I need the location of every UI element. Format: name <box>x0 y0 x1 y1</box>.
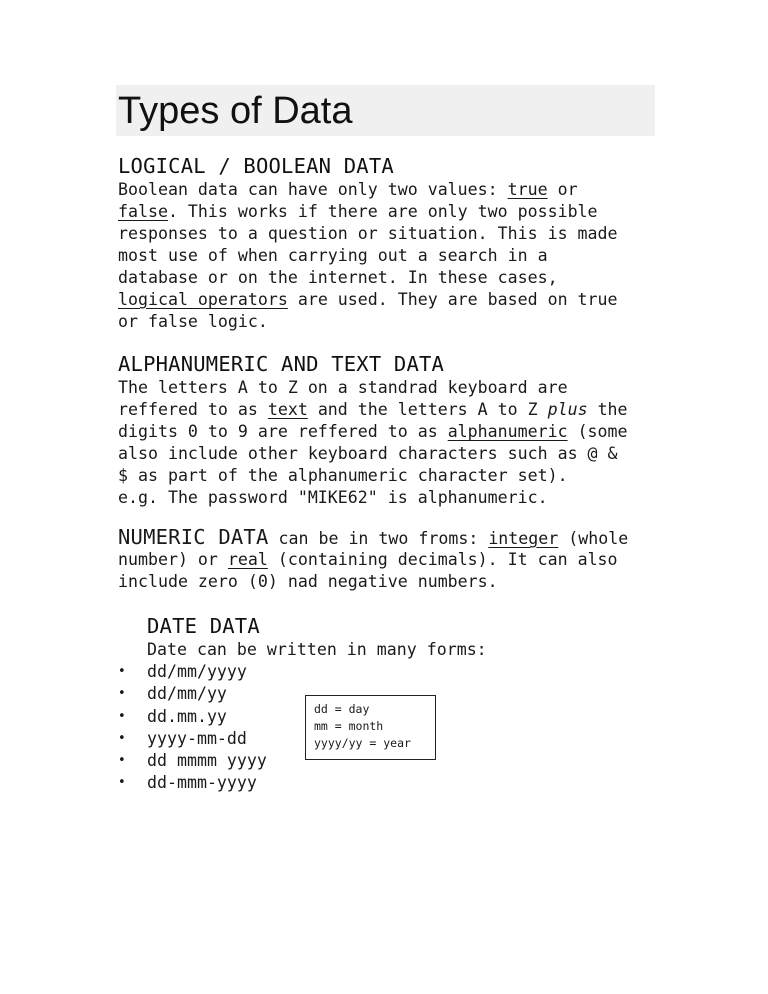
heading-alphanumeric: ALPHANUMERIC AND TEXT DATA <box>118 352 445 376</box>
bullet-icon: • <box>118 664 126 679</box>
legend-line-day: dd = day <box>314 702 370 716</box>
page-title: Types of Data <box>118 90 353 132</box>
legend-line-year: yyyy/yy = year <box>314 736 411 750</box>
text-line: e.g. The password "MIKE62" is alphanumeric. <box>118 488 548 507</box>
list-item: • dd mmmm yyyy <box>118 750 267 772</box>
text-line: database or on the internet. In these cases, <box>118 268 558 287</box>
list-item: • dd/mm/yyyy <box>118 661 267 683</box>
paragraph-date-intro <box>147 639 707 661</box>
heading-numeric: NUMERIC DATA <box>118 525 269 549</box>
bullet-icon: • <box>118 730 126 746</box>
text-line: $ as part of the alphanumeric character set). <box>118 466 568 485</box>
text-line: most use of when carrying out a search in a <box>118 246 548 265</box>
text-line: Date can be written in many forms: <box>147 640 487 659</box>
text-line: responses to a question or situation. This is made <box>118 224 618 243</box>
term-integer: integer <box>488 529 559 548</box>
term-false: false <box>118 202 168 221</box>
heading-date: DATE DATA <box>147 614 260 638</box>
date-legend-box <box>305 695 436 760</box>
text-line: NUMERIC DATA can be in two froms: integer (whole <box>118 525 629 549</box>
term-logical-operators: logical operators <box>118 290 288 309</box>
bullet-icon: • <box>118 708 126 724</box>
emphasis-plus: plus <box>547 400 588 419</box>
paragraph-logical <box>118 179 678 333</box>
date-format-list <box>118 661 267 795</box>
paragraph-numeric <box>118 526 678 593</box>
paragraph-alphanumeric <box>118 377 678 509</box>
text-line: include zero (0) nad negative numbers. <box>118 572 498 591</box>
term-text: text <box>267 400 308 419</box>
bullet-icon: • <box>118 686 126 702</box>
text-line: reffered to as text and the letters A to Z plus the <box>118 400 628 419</box>
text-line: number) or real (containing decimals). It can also <box>118 550 618 569</box>
term-alphanumeric: alphanumeric <box>447 422 568 441</box>
list-item: • dd-mmm-yyyy <box>118 772 267 794</box>
list-item: • yyyy-mm-dd <box>118 728 267 750</box>
list-item: • dd.mm.yy <box>118 706 267 728</box>
text-line: false. This works if there are only two possible <box>118 202 598 221</box>
text-line: logical operators are used. They are based on true <box>118 290 618 309</box>
text-line: The letters A to Z on a standrad keyboard are <box>118 378 568 397</box>
text-line: Boolean data can have only two values: true or <box>118 180 578 199</box>
text-line: or false logic. <box>118 312 268 331</box>
term-real: real <box>227 550 268 569</box>
legend-line-month: mm = month <box>314 719 384 733</box>
term-true: true <box>507 180 548 199</box>
text-line: digits 0 to 9 are reffered to as alphanumeric (some <box>118 422 628 441</box>
text-line: also include other keyboard characters such as @ & <box>118 444 618 463</box>
heading-logical: LOGICAL / BOOLEAN DATA <box>118 154 394 178</box>
bullet-icon: • <box>118 753 126 769</box>
list-item: • dd/mm/yy <box>118 683 267 705</box>
bullet-icon: • <box>118 775 126 791</box>
